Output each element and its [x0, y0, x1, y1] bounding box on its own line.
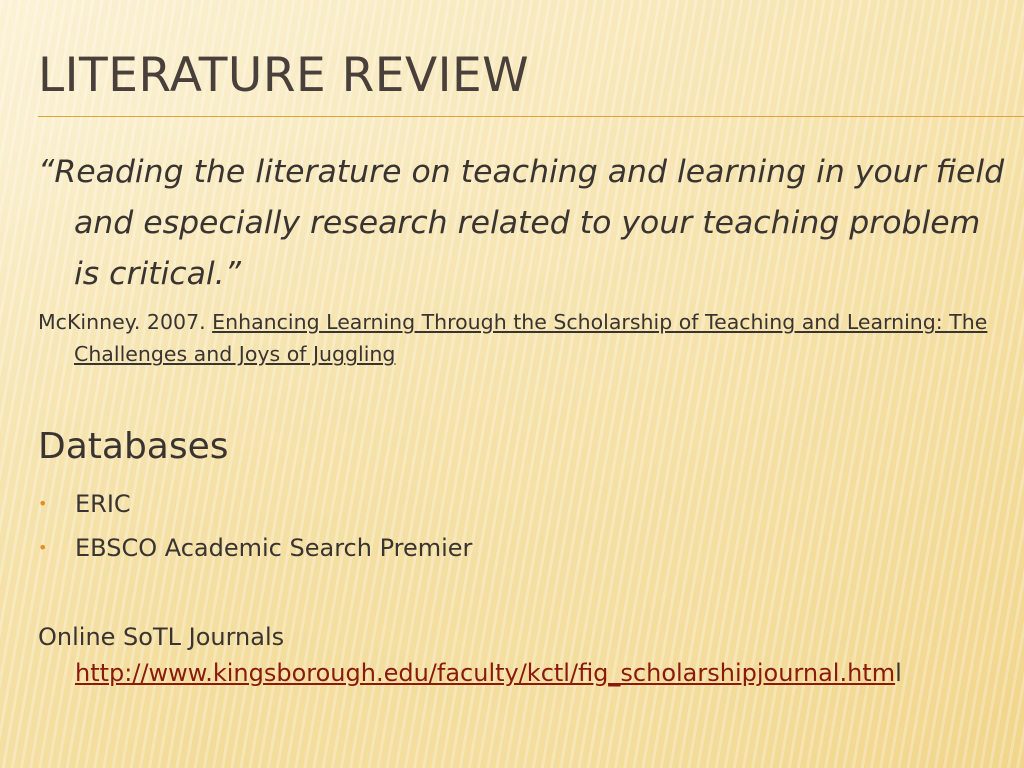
journals-link[interactable]: http://www.kingsborough.edu/faculty/kctl/fig_scholarshipjournal.htm [75, 659, 896, 687]
database-label: ERIC [75, 490, 131, 518]
citation [38, 306, 1014, 370]
journals-link-trailing: l [895, 659, 902, 687]
title-divider [38, 116, 1024, 117]
journals-label: Online SoTL Journals [38, 623, 285, 651]
journals-paragraph [38, 619, 1024, 691]
bullet-icon: • [38, 494, 48, 513]
databases-heading: Databases [38, 426, 229, 467]
quote-text: “Reading the literature on teaching and learning in your field and especially research related to your teaching problem is critical.” [38, 154, 1005, 292]
citation-book-title: Enhancing Learning Through the Scholarship of Teaching and Learning: The Challenges and Joys of Juggling [74, 310, 988, 366]
slide-title: LITERATURE REVIEW [38, 48, 530, 103]
database-label: EBSCO Academic Search Premier [75, 534, 473, 562]
databases-list [38, 482, 472, 570]
list-item [38, 482, 472, 526]
list-item [38, 526, 472, 570]
bullet-icon: • [38, 538, 48, 557]
citation-author-year: McKinney. 2007. [38, 310, 206, 334]
